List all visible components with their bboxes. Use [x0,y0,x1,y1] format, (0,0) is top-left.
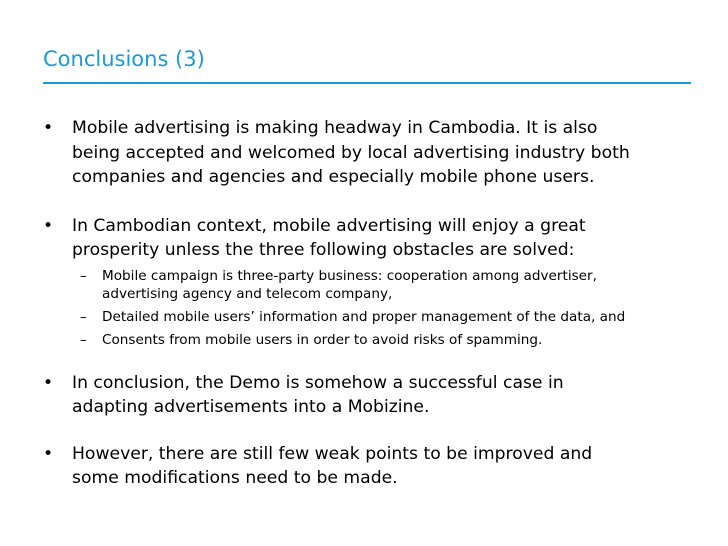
sub-bullet-list [80,267,693,349]
bullet-line: adapting advertisements into a Mobizine. [72,397,430,417]
bullet-line: companies and agencies and especially mobile phone users. [72,167,595,187]
sub-bullet-marker: – [80,331,87,348]
bullet-marker: • [43,118,54,138]
bullet-item [43,442,693,491]
bullet-item [43,371,693,420]
bullet-line: However, there are still few weak points to be improved and [72,443,593,464]
bullet-line: In Cambodian context, mobile advertising will enjoy a great [72,215,586,236]
slide-title: Conclusions (3) [43,47,205,71]
sub-bullet-item [80,267,693,303]
sub-bullet-line: Mobile campaign is three-party business: cooperation among advertiser, [102,267,597,284]
bullet-line: being accepted and welcomed by local advertising industry both [72,142,630,163]
bullet-list [43,116,693,491]
sub-bullet-item [80,308,693,326]
sub-bullet-marker: – [80,267,87,284]
sub-bullet-marker: – [80,308,87,325]
bullet-item [43,116,693,190]
bullet-marker: • [43,372,54,393]
bullet-marker: • [43,443,54,464]
sub-bullet-line: Detailed mobile users’ information and proper management of the data, and [102,308,626,325]
sub-bullet-line: Consents from mobile users in order to avoid risks of spamming. [102,331,543,348]
title-underline [43,82,691,84]
bullet-item [43,214,693,349]
sub-bullet-item [80,331,693,349]
bullet-marker: • [43,215,54,236]
bullet-line: some modifications need to be made. [72,468,398,488]
bullet-line: prosperity unless the three following obstacles are solved: [72,240,575,260]
bullet-line: Mobile advertising is making headway in Cambodia. It is also [72,118,598,138]
bullet-line: In conclusion, the Demo is somehow a successful case in [72,372,564,393]
sub-bullet-line: advertising agency and telecom company, [102,285,393,302]
